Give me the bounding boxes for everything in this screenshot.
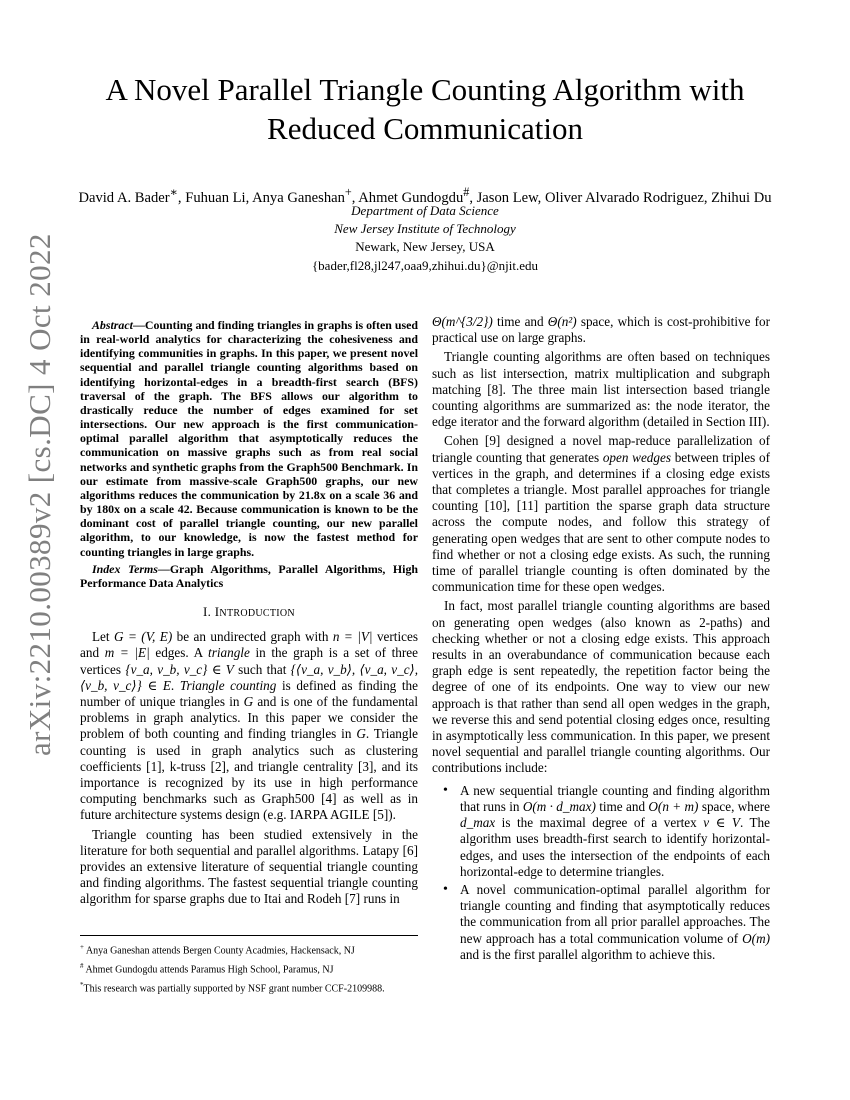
- list-item: • A novel communication-optimal parallel algorithm for triangle counting and finding that asymptotically reduces the communication from all prior parallel approaches. The new approach has a total communication volume of O(m) and is the first parallel algorithm to achieve this.: [460, 882, 770, 963]
- paragraph-cohen: Cohen [9] designed a novel map-reduce parallelization of triangle counting that generates open wedges between triples of vertices in the graph, and determines if a closing edge exists that completes a triangle. Most parallel approaches for triangle counting [10], [11] partition the sparse graph data structure across the compute nodes, and follow this strategy of generating open wedges that are sent to other compute nodes to find whether or not a closing edge exists. As such, the running time of parallel triangle counting is often dominated by the communication time for these open wedges.: [432, 433, 770, 595]
- index-terms-label: Index Terms: [92, 561, 158, 576]
- footnote: # Ahmet Gundogdu attends Paramus High School, Paramus, NJ: [80, 961, 334, 976]
- location: Newark, New Jersey, USA: [355, 239, 495, 255]
- abstract-text: —Counting and finding triangles in graphs is often used in real-world analytics for characterizing the cohesiveness and identifying communities in graphs. In this paper, we present novel sequential and parallel triangle counting algorithms based on identifying horizontal-edges in a breadth-first search (BFS) traversal of the graph. The BFS allows our algorithm to drastically reduce the number of edges examined for set intersections. Our new approach is the first communication-optimal parallel algorithm that asymptotically reduces the communication on massive graphs such as from real social networks and synthetic graphs from the Graph500 Benchmark. In our estimate from massive-scale Graph500 graphs, our new algorithms reduces the communication by 21.8x on a scale 36 and by 180x on a scale 42. Because communication is known to be the dominant cost of parallel triangle counting, our new parallel algorithm, to our knowledge, is now the fastest method for counting triangles in large graphs.: [80, 318, 418, 559]
- right-column: [432, 314, 770, 965]
- contributions-list: [432, 783, 770, 963]
- footnote: + Anya Ganeshan attends Bergen County Acadmies, Hackensack, NJ: [80, 943, 355, 957]
- abstract-label: Abstract: [92, 318, 133, 332]
- continuation-paragraph: Θ(m^{3/2}) time and Θ(n²) space, which is cost-prohibitive for practical use on large graphs.: [432, 314, 770, 346]
- arxiv-identifier: arXiv:2210.00389v2 [cs.DC] 4 Oct 2022: [22, 233, 57, 757]
- email: {bader,fl28,jl247,oaa9,zhihui.du}@njit.edu: [311, 257, 539, 273]
- intro-paragraph-2: Triangle counting has been studied extensively in the literature for both sequential and parallel algorithms. Latapy [6] provides an extensive literature of sequential triangle counting and finding algorithms. The fastest sequential triangle counting algorithm for sparse graphs due to Itai and Rodeh [7] runs in: [80, 826, 418, 907]
- abstract: [80, 318, 418, 559]
- footnotes: [80, 935, 418, 998]
- paragraph-contributions-intro: In fact, most parallel triangle counting algorithms are based on generating open wedges (also known as 2-paths) and checking whether or not a closing edge exists. This approach results in an overabundance of communication because each graph edge is sent repeatedly, the repetition factor being the degree of one of its endpoints. One way to view our new approach is that rather than send all open wedges in the graph, we reverse this and send potential closing edges once, resulting in asymptotically less communication. In this paper, we present novel sequential and parallel triangle counting algorithms. Our contributions include:: [432, 598, 770, 776]
- author-list: David A. Bader∗, Fuhuan Li, Anya Ganeshan+, Ahmet Gundogdu#, Jason Lew, Oliver Alvarado Rodriguez, Zhihui Du: [78, 185, 772, 206]
- paragraph-list-intersection: Triangle counting algorithms are often based on techniques such as list intersection, matrix multiplication and subgraph matching [8]. The three main list intersection based triangle counting algorithms are summarized as: the node iterator, the edge iterator and the forward algorithm (detailed in Section III).: [432, 349, 770, 430]
- department: Department of Data Science: [351, 203, 499, 218]
- index-terms-text: —Graph Algorithms, Parallel Algorithms, High Performance Data Analytics: [80, 561, 418, 590]
- paper-title: A Novel Parallel Triangle Counting Algorithm with Reduced Communication: [105, 72, 745, 146]
- section-heading-introduction: I. INTRODUCTION: [203, 603, 295, 619]
- index-terms: [80, 562, 418, 590]
- footnote: *This research was partially supported by NSF grant number CCF-2109988.: [80, 980, 385, 995]
- list-item: • A new sequential triangle counting and finding algorithm that runs in O(m · d_max) time and O(n + m) space, where d_max is the maximal degree of a vertex v ∈ V. The algorithm uses breadth-first search to identify horizontal-edges, and uses the intersection of the endpoints of each horizontal-edge to determine triangles.: [460, 783, 770, 880]
- institute: New Jersey Institute of Technology: [334, 221, 516, 237]
- affiliation-block: [100, 202, 750, 275]
- intro-paragraph-1: Let G = (V, E) be an undirected graph with n = |V| vertices and m = |E| edges. A triangle in the graph is a set of three vertices {v_a, v_b, v_c} ∈ V such that {⟨v_a, v_b⟩, ⟨v_a, v_c⟩, ⟨v_b, v_c⟩} ∈ E. Triangle counting is defined as finding the number of unique triangles in G and is one of the fundamental problems in graph analytics. In this paper we consider the problem of both counting and finding triangles in G. Triangle counting is used in graph analytics such as clustering coefficients [1], k-truss [2], and triangle centrality [3], and its importance is recognized by its use in high performance computing benchmarks such as Graph500 [4] as well as in future architecture systems design (e.g. IARPA AGILE [5]).: [80, 629, 418, 823]
- left-column: [80, 318, 418, 911]
